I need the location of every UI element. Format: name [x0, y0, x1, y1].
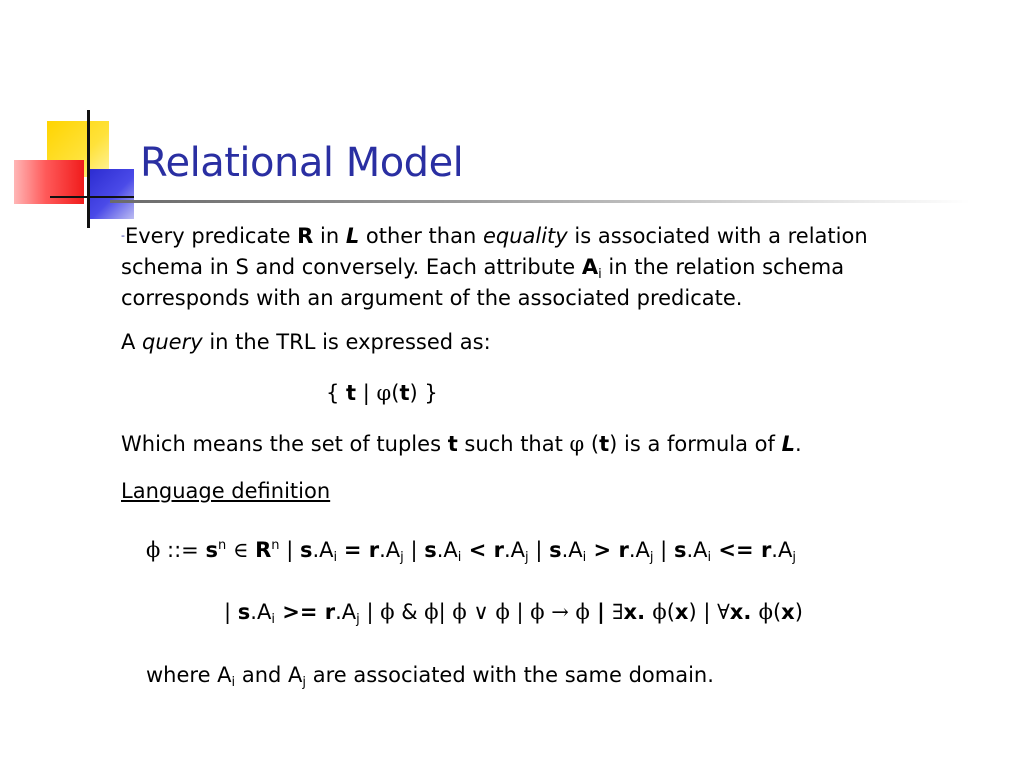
- grammar-note: where $A_i$ and $A_j$ are associated with the same domain.: [146, 663, 714, 690]
- language-definition-heading: Language definition: [121, 479, 331, 503]
- grammar-line-2: | $s.A_i >= r.A_j$ | ϕ & ϕ| ϕ ∨ ϕ | ϕ → ϕ | ∃x. ϕ(x) | ∀x. ϕ(x): [224, 600, 803, 627]
- blue-square: [88, 169, 134, 219]
- logo-horizontal-line: [50, 196, 134, 198]
- decorative-logo: [0, 0, 140, 240]
- title-underline: [110, 200, 970, 203]
- logo-vertical-line: [87, 110, 90, 228]
- paragraph-meaning: Which means the set of tuples t such that φ (t) is a formula of L.: [121, 432, 802, 456]
- slide-title: Relational Model: [140, 140, 464, 186]
- grammar-line-1: ϕ ::= $s^n$ ∈ $R^n$ | $s.A_i = r.A_j$ | $s.A_i < r.A_j$ | $s.A_i > r.A_j$ | $s.A_i <= r.A_j$: [146, 538, 796, 565]
- paragraph-predicates: -Every predicate R in L other than equality is associated with a relation schema in S and conversely. Each attribute $A_i$ in the relation schema corresponds with an argument of the associated predicate.: [121, 224, 868, 310]
- query-expression: { t | φ(t) }: [326, 381, 438, 405]
- paragraph-query: A query in the TRL is expressed as:: [121, 330, 491, 354]
